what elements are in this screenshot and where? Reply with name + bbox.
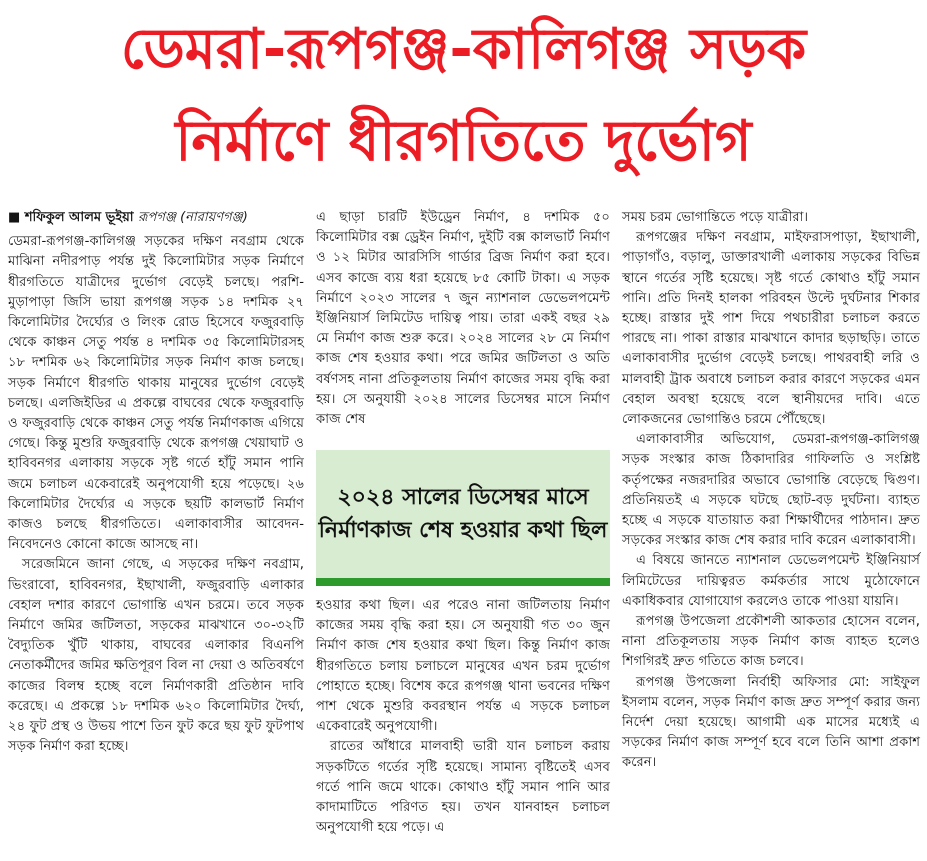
article-column-2-top (316, 208, 610, 430)
byline (8, 208, 304, 228)
article-column-3 (622, 208, 920, 774)
pull-quote (316, 450, 610, 586)
paragraph: রূপগঞ্জ উপজেলা প্রকৌশলী আকতার হোসেন বলেন, নানা প্রতিকূলতায় সড়ক নির্মাণ কাজ ব্যাহত হলেও শিগগিরই দ্রুত গতিতে কাজ চলবে। (622, 614, 920, 670)
headline-line-2: নির্মাণে ধীরগতিতে দুর্ভোগ (175, 109, 752, 174)
byline-bullet-icon: ■ (8, 210, 25, 225)
paragraph: রূপগঞ্জের দক্ষিণ নবগ্রাম, মাইফরাসপাড়া, ইছাখালী, পাড়াগাঁও, বড়ালু, ডাক্তারখালী এলাকায় সড়কের বিভিন্ন স্থানে গর্তের সৃষ্টি হয়েছে। সৃষ্ট গর্তে কোথাও হাঁটু সমান পানি। প্রতি দিনই হালকা পরিবহন উল্টে দুর্ঘটনার শিকার হচ্ছে। রাস্তার দুই পাশ দিয়ে পথচারীরা চলাচল করতে পারছে না। পাকা রাস্তার মাঝখানে কাদার ছড়াছড়ি। তাতে এলাকাবাসীর দুর্ভোগ বেড়েই চলছে। পাথরবাহী লরি ও মালবাহী ট্রাক অবাধে চলাচল করার কারণে সড়কের এমন বেহাল অবস্থা হয়েছে বলে স্থানীয়দের দাবি। এতে লোকজনের ভোগান্তিও চরমে পৌঁছেছে। (622, 230, 920, 428)
article-column-2-bottom (316, 596, 610, 838)
paragraph: ডেমরা-রূপগঞ্জ-কালিগঞ্জ সড়কের দক্ষিণ নবগ্রাম থেকে মাঝিনা নদীরপাড় পর্যন্ত দুই কিলোমিটার সড়ক নির্মাণে ধীরগতিতে যাত্রীদের দুর্ভোগ বেড়েই চলছে। পরশি-মুড়াপাড়া জিসি ভায়া রূপগঞ্জ সড়ক ১৪ দশমিক ২৭ কিলোমিটার দৈর্ঘ্যের ও লিংক রোড হিসেবে ফজুরবাড়ি থেকে কাঞ্চন সেতু পর্যন্ত ৪ দশমিক ৩৫ কিলোমিটারসহ ১৮ দশমিক ৬২ কিলোমিটার সড়ক নির্মাণ কাজ চলছে। সড়ক নির্মাণে ধীরগতি থাকায় মানুষের দুর্ভোগ বেড়েই চলছে। এলজিইডির এ প্রকল্পে বাঘবের থেকে ফজুরবাড়ি ও ফজুরবাড়ি থেকে কাঞ্চন সেতু পর্যন্ত নির্মাণকাজ এগিয়ে গেছে। কিন্তু মুশুরি ফজুরবাড়ি থেকে রূপগঞ্জ খেয়াঘাট ও হাবিবনগর এলাকায় সড়কে সৃষ্ট গর্তে হাঁটু সমান পানি জমে চলাচল একেবারেই অনুপযোগী হয়ে পড়েছে। ২৬ কিলোমিটার দৈর্ঘ্যের এ সড়কে ছয়টি কালভার্ট নির্মাণ কাজও চলছে ধীরগতিতে। এলাকাবাসীর আবেদন-নিবেদনেও কোনো কাজে আসছে না। (8, 234, 304, 553)
headline (0, 4, 927, 188)
pull-quote-text: ২০২৪ সালের ডিসেম্বর মাসে নির্মাণকাজ শেষ হওয়ার কথা ছিল (318, 485, 608, 543)
paragraph: রূপগঞ্জ উপজেলা নির্বাহী অফিসার মো: সাইফুল ইসলাম বলেন, সড়ক নির্মাণ কাজ দ্রুত সম্পূর্ণ করার জন্য নির্দেশ দেয়া হয়েছে। আগামী এক মাসের মধ্যেই এ সড়কের নির্মাণ কাজ সম্পূর্ণ হবে বলে তিনি আশা প্রকাশ করেন। (622, 674, 920, 771)
byline-location: রূপগঞ্জ (নারায়ণগঞ্জ) (138, 210, 248, 225)
paragraph: সরেজমিনে জানা গেছে, এ সড়কের দক্ষিণ নবগ্রাম, ভিংরাবো, হাবিবনগর, ইছাখালী, ফজুরবাড়ি এলাকার বেহাল দশার কারণে ভোগান্তি এখন চরমে। তবে সড়ক নির্মাণে জমির জটিলতা, সড়কের মাঝখানে ৩০-৩২টি বৈদ্যুতিক খুঁটি থাকায়, বাঘবের এলাকার বিএনপি নেতাকর্মীদের জমির ক্ষতিপূরণ বিল না দেয়া ও অতিবর্ষণে কাজের বিলম্ব হচ্ছে বলে নির্মাণকারী প্রতিষ্ঠান দাবি করেছে। এ প্রকল্পে ১৮ দশমিক ৬২০ কিলোমিটার দৈর্ঘ্য, ২৪ ফুট প্রস্থ ও উভয় পাশে তিন ফুট করে ছয় ফুট ফুটপাথ সড়ক নির্মাণ করা হচ্ছে। (8, 557, 304, 755)
paragraph: এ ছাড়া চারটি ইউড্রেন নির্মাণ, ৪ দশমিক ৫০ কিলোমিটার বক্স ড্রেইন নির্মাণ, দুইটি বক্স কালভার্ট নির্মাণ ও ১২ মিটার আরসিসি গার্ডার ব্রিজ নির্মাণ করা হবে। এসব কাজে ব্যয় ধরা হয়েছে ৮৫ কোটি টাকা। এ সড়ক নির্মাণে ২০২৩ সালের ৭ জুন ন্যাশনাল ডেভেলপমেন্ট ইঞ্জিনিয়ার্স লিমিটেড দায়িত্ব পায়। তারা একই বছর ২৯ মে নির্মাণ কাজ শুরু করে। ২০২৪ সালের ২৮ মে নির্মাণ কাজ শেষ হওয়ার কথা। পরে জমির জটিলতা ও অতি বর্ষণসহ নানা প্রতিকূলতায় নির্মাণ কাজের সময় বৃদ্ধি করা হয়। সে অনুযায়ী ২০২৪ সালের ডিসেম্বর মাসে নির্মাণ কাজ শেষ (316, 210, 610, 428)
byline-author: শফিকুল আলম ভূইয়া (24, 210, 134, 225)
headline-line-1: ডেমরা-রূপগঞ্জ-কালিগঞ্জ সড়ক (120, 17, 807, 82)
paragraph: সময় চরম ভোগান্তিতে পড়ে যাত্রীরা। (622, 210, 809, 225)
paragraph: রাতের আঁধারে মালবাহী ভারী যান চলাচল করায় সড়কটিতে গর্তের সৃষ্টি হয়েছে। সামান্য বৃষ্টিতেই এসব গর্তে পানি জমে থাকে। কোথাও হাঁটু সমান পানি আর কাদামাটিতে পরিণত হয়। তখন যানবাহন চলাচল অনুপযোগী হয়ে পড়ে। এ (316, 739, 610, 836)
paragraph: এ বিষয়ে জানতে ন্যাশনাল ডেভেলপমেন্ট ইঞ্জিনিয়ার্স লিমিটেডের দায়িত্বরত কর্মকর্তার সাথে মুঠোফোনে একাধিকবার যোগাযোগ করলেও তাকে পাওয়া যায়নি। (622, 553, 920, 609)
paragraph: হওয়ার কথা ছিল। এর পরেও নানা জটিলতায় নির্মাণ কাজের সময় বৃদ্ধি করা হয়। সে অনুযায়ী গত ৩০ জুন নির্মাণ কাজ শেষ হওয়ার কথা ছিল। কিন্তু নির্মাণ কাজ ধীরগতিতে চলায় চলাচলে মানুষের এখন চরম দুর্ভোগ পোহাতে হচ্ছে। বিশেষ করে রূপগঞ্জ থানা ভবনের দক্ষিণ পাশ থেকে মুশুরি কবরস্থান পর্যন্ত এ সড়কে চলাচল একেবারেই অনুপযোগী। (316, 598, 610, 735)
paragraph: এলাকাবাসীর অভিযোগ, ডেমরা-রূপগঞ্জ-কালিগঞ্জ সড়ক সংস্কার কাজ ঠিকাদারির গাফিলতি ও সংশ্লিষ্ট কর্তৃপক্ষের নজরদারির অভাবে ভোগান্তি বেড়েছে দ্বিগুণ। প্রতিনিয়তই এ সড়কে ঘটছে ছোট-বড় দুর্ঘটনা। ব্যাহত হচ্ছে এ সড়কে যাতায়াত করা শিক্ষার্থীদের পাঠদান। দ্রুত সড়কের সংস্কার কাজ শেষ করার দাবি করেন এলাকাবাসী। (622, 432, 920, 549)
article-column-1 (8, 208, 304, 757)
